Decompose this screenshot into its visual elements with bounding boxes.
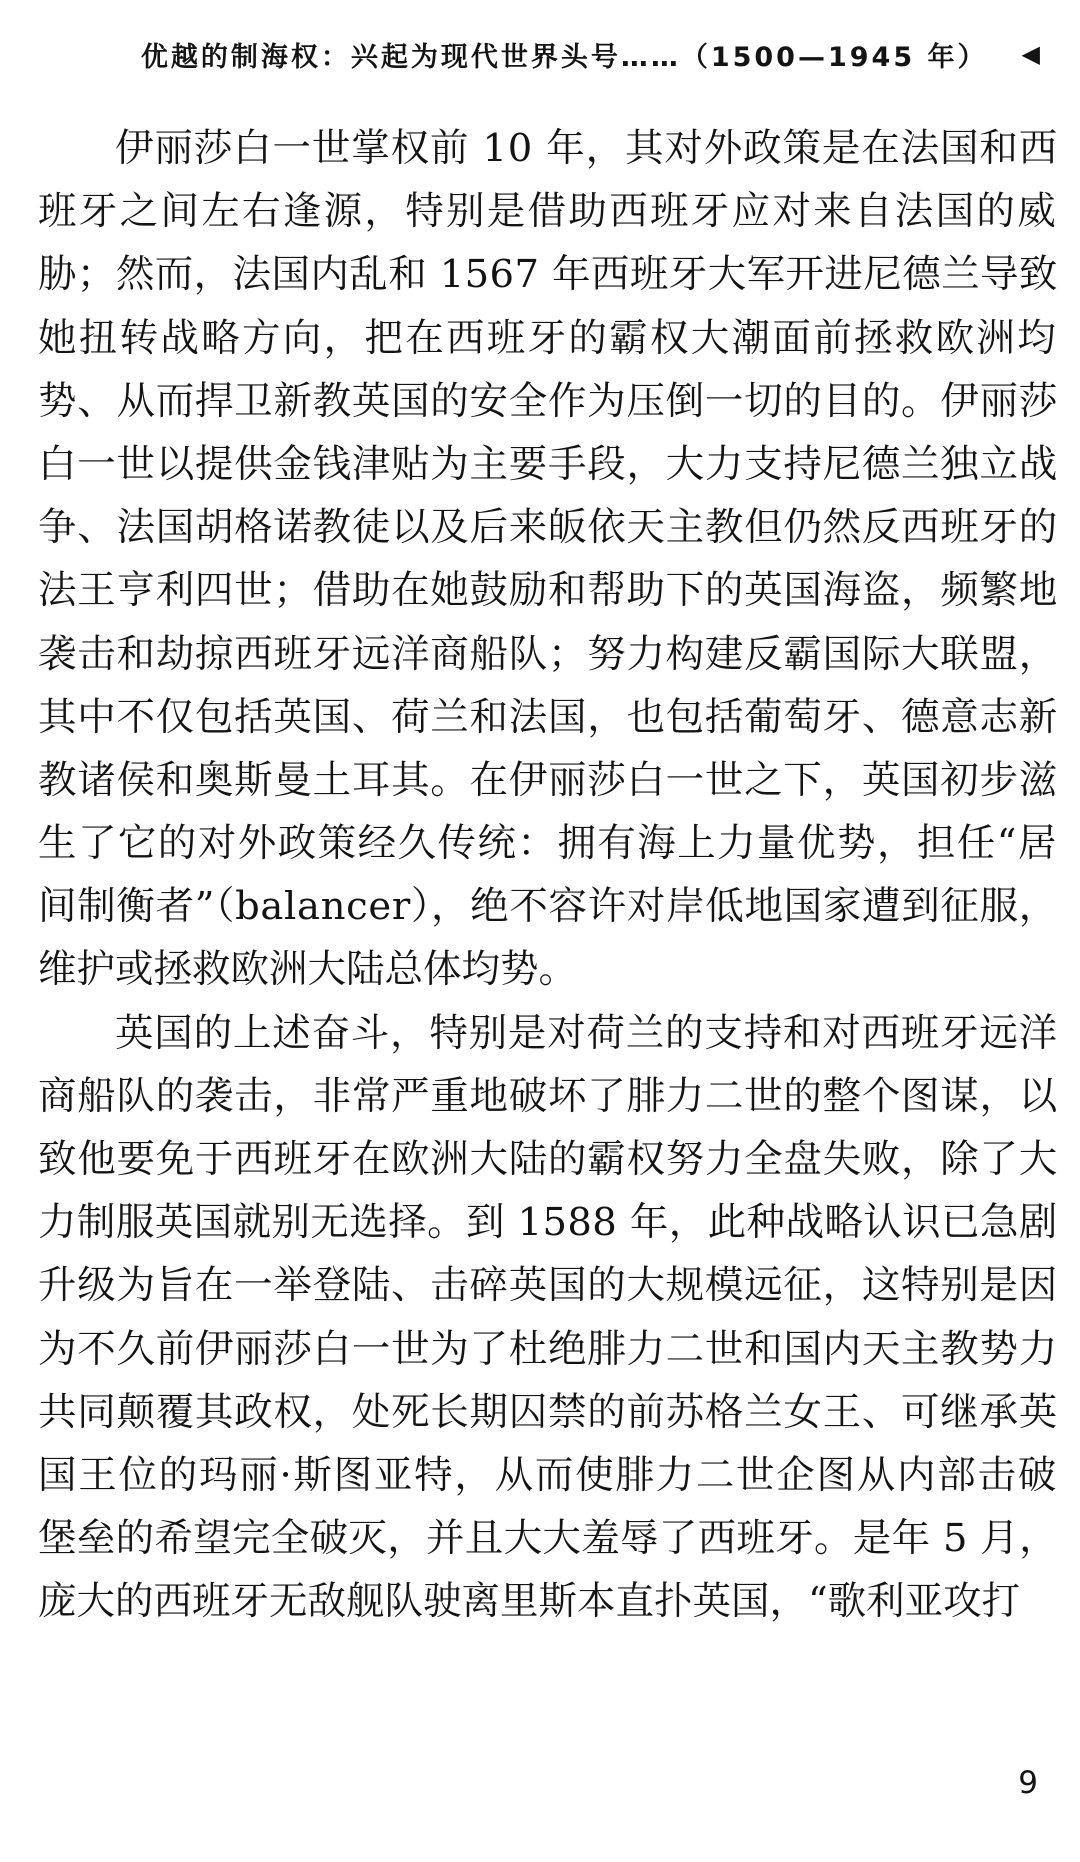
text-line: 庞大的西班牙无敌舰队驶离里斯本直扑英国，“歌利亚攻打 — [38, 1579, 1021, 1625]
text-line: 她扭转战略方向，把在西班牙的霸权大潮面前拯救欧洲均 — [38, 315, 1059, 361]
text-line: 升级为旨在一举登陆、击碎英国的大规模远征，这特别是因 — [38, 1263, 1058, 1309]
text-line: 为不久前伊丽莎白一世为了杜绝腓力二世和国内天主教势力 — [38, 1326, 1058, 1372]
text-line: 间制衡者”（balancer），绝不容许对岸低地国家遭到征服， — [38, 884, 1058, 930]
text-line: 胁；然而，法国内乱和 1567 年西班牙大军开进尼德兰导致 — [38, 252, 1058, 298]
text-line: 势、从而捍卫新教英国的安全作为压倒一切的目的。伊丽莎 — [38, 378, 1058, 424]
text-line: 商船队的袭击，非常严重地破坏了腓力二世的整个图谋，以 — [38, 1073, 1058, 1119]
body-text — [38, 117, 1058, 1634]
text-line: 英国的上述奋斗，特别是对荷兰的支持和对西班牙远洋 — [115, 1010, 1058, 1056]
text-line: 班牙之间左右逢源，特别是借助西班牙应对来自法国的威 — [38, 189, 1059, 235]
text-line: 堡垒的希望完全破灭，并且大大羞辱了西班牙。是年 5 月， — [38, 1516, 1058, 1562]
text-line: 伊丽莎白一世掌权前 10 年，其对外政策是在法国和西 — [115, 126, 1059, 171]
text-line: 共同颠覆其政权，处死长期囚禁的前苏格兰女王、可继承英 — [38, 1389, 1058, 1435]
text-line: 其中不仅包括英国、荷兰和法国，也包括葡萄牙、德意志新 — [38, 694, 1058, 740]
text-line: 生了它的对外政策经久传统：拥有海上力量优势，担任“居 — [38, 821, 1058, 867]
running-title: 优越的制海权：兴起为现代世界头号……（1500—1945 年） — [140, 41, 988, 73]
text-line: 法王亨利四世；借助在她鼓励和帮助下的英国海盗，频繁地 — [38, 568, 1058, 614]
triangle-left-icon: ◀ — [1021, 40, 1040, 68]
text-line: 维护或拯救欧洲大陆总体均势。 — [38, 947, 578, 993]
text-line: 教诸侯和奥斯曼土耳其。在伊丽莎白一世之下，英国初步滋 — [38, 757, 1058, 803]
text-line: 白一世以提供金钱津贴为主要手段，大力支持尼德兰独立战 — [38, 441, 1058, 487]
text-line: 袭击和劫掠西班牙远洋商船队；努力构建反霸国际大联盟， — [38, 631, 1058, 677]
text-line: 国王位的玛丽·斯图亚特，从而使腓力二世企图从内部击破 — [38, 1452, 1058, 1498]
page-number: 9 — [1018, 1765, 1038, 1801]
text-line: 力制服英国就别无选择。到 1588 年，此种战略认识已急剧 — [38, 1200, 1058, 1246]
text-line: 致他要免于西班牙在欧洲大陆的霸权努力全盘失败，除了大 — [38, 1137, 1058, 1182]
text-line: 争、法国胡格诺教徒以及后来皈依天主教但仍然反西班牙的 — [38, 505, 1058, 551]
running-header — [100, 34, 1040, 74]
